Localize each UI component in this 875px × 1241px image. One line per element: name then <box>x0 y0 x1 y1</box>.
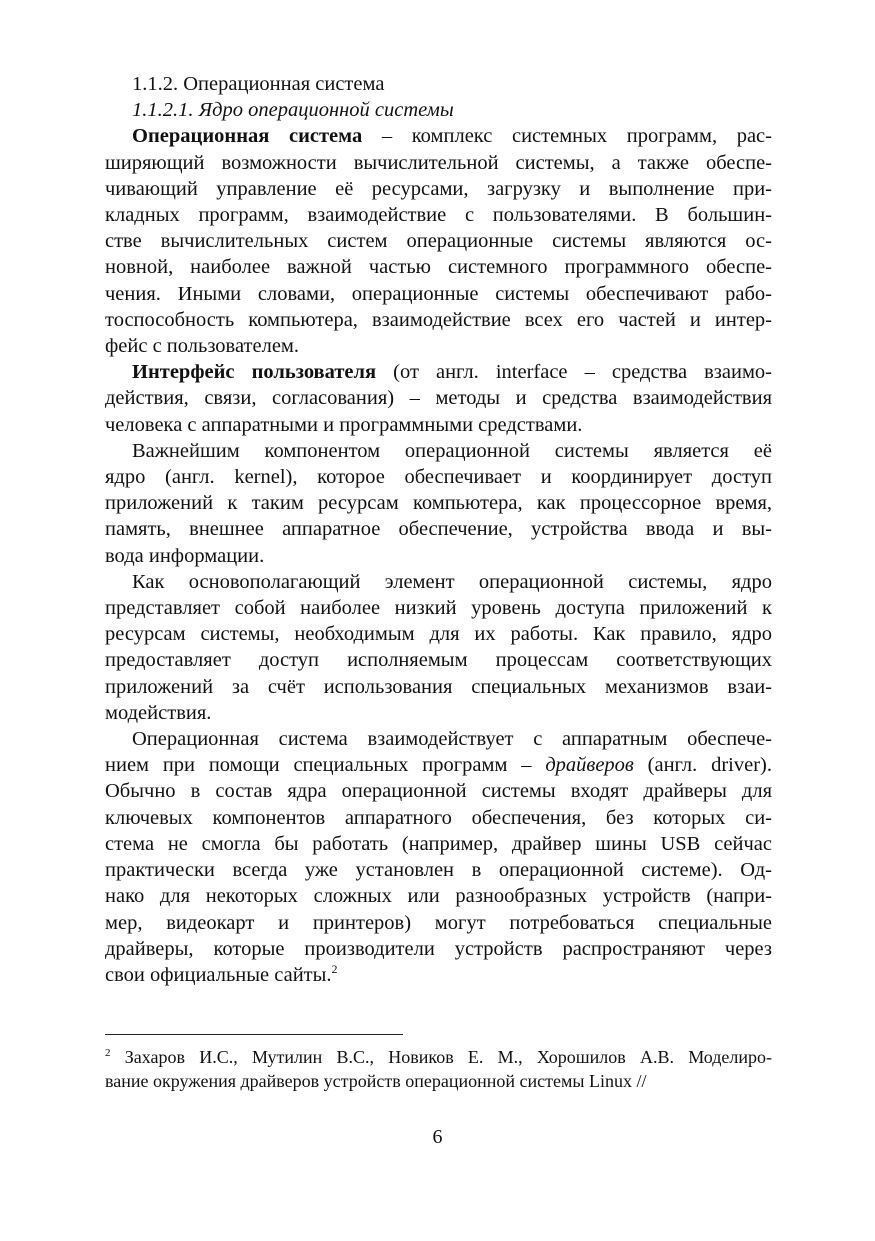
paragraph-line: Операционная система – комплекс системных программ, рас- <box>132 125 772 148</box>
paragraph-line: стве вычислительных систем операционные системы являются ос- <box>105 230 772 253</box>
paragraph-line: чивающий управление её ресурсами, загрузку и выполнение при- <box>105 177 772 200</box>
paragraph-kernel-role <box>105 569 772 726</box>
paragraph-line: нием при помощи специальных программ – драйверов (англ. driver). <box>105 754 772 777</box>
paragraph-line: нако для некоторых сложных или разнообразных устройств (напри- <box>105 885 772 908</box>
paragraph-line: драйверы, которые производители устройств распространяют через <box>105 937 772 960</box>
paragraph-line: свои официальные сайты.$^2$ <box>105 961 338 986</box>
paragraph-user-interface <box>105 359 772 438</box>
paragraph-line: Обычно в состав ядра операционной системы входят драйверы для <box>105 780 772 803</box>
term-operating-system: Операционная система <box>132 125 363 148</box>
footnote-divider <box>105 1034 403 1035</box>
footnote-mark: 2 <box>105 1047 111 1059</box>
paragraph-line: новной, наиболее важной частью системного программного обеспе- <box>105 256 772 279</box>
page-number: 6 <box>432 1126 443 1148</box>
paragraph-line: Как основополагающий элемент операционной системы, ядро <box>132 570 772 593</box>
paragraph-line: практически всегда уже установлен в операционной системе). Од- <box>105 859 772 882</box>
term-user-interface: Интерфейс пользователя <box>132 361 377 384</box>
paragraph-line: память, внешнее аппаратное обеспечение, устройства ввода и вы- <box>105 518 772 541</box>
paragraph-line: мер, видеокарт и принтеров) могут потребоваться специальные <box>105 911 772 934</box>
subsection-heading: 1.1.2.1. Ядро операционной системы <box>132 99 454 122</box>
paragraph-line: ядро (англ. kernel), которое обеспечивает и координирует доступ <box>105 466 772 489</box>
section-heading: 1.1.2. Операционная система <box>132 73 385 95</box>
paragraph-line: чения. Иными словами, операционные системы обеспечивают рабо- <box>105 282 772 305</box>
paragraph-line: вода информации. <box>105 544 265 567</box>
paragraph-line: приложений к таким ресурсам компьютера, как процессорное время, <box>105 492 772 515</box>
term-drivers: драйверов <box>545 754 634 777</box>
paragraph-line: стема не смогла бы работать (например, драйвер шины USB сейчас <box>105 832 772 855</box>
paragraph-line: ширяющий возможности вычислительной системы, а также обеспе- <box>105 151 772 174</box>
footnote <box>105 1045 772 1093</box>
paragraph-line: представляет собой наиболее низкий уровень доступа приложений к <box>105 597 772 620</box>
paragraph-kernel <box>105 438 772 569</box>
paragraph-line: приложений за счёт использования специальных механизмов взаи- <box>105 675 772 698</box>
footnote-line: вание окружения драйверов устройств операционной системы Linux // <box>105 1071 647 1091</box>
paragraph-line: тоспособность компьютера, взаимодействие всех его частей и интер- <box>105 308 772 331</box>
paragraph-line: человека с аппаратными и программными средствами. <box>105 413 583 436</box>
paragraph-os-definition <box>105 123 772 359</box>
paragraph-line: кладных программ, взаимодействие с пользователями. В большин- <box>105 204 772 227</box>
paragraph-line: ресурсам системы, необходимым для их работы. Как правило, ядро <box>105 623 772 646</box>
paragraph-line: Операционная система взаимодействует с аппаратным обеспече- <box>132 728 772 751</box>
paragraph-drivers <box>105 726 772 988</box>
paragraph-line: Важнейшим компонентом операционной системы является её <box>132 439 772 462</box>
main-text <box>105 71 772 988</box>
paragraph-line: модействия. <box>105 701 212 724</box>
paragraph-line: предоставляет доступ исполняемым процессам соответствующих <box>105 649 772 672</box>
footnote-line: $^2$ Захаров И.С., Мутилин В.С., Новиков Е. М., Хорошилов А.В. Моделиро- <box>105 1047 772 1067</box>
paragraph-line: действия, связи, согласования) – методы и средства взаимодействия <box>105 387 772 410</box>
paragraph-line: ключевых компонентов аппаратного обеспечения, без которых си- <box>105 806 772 829</box>
footnote-reference[interactable]: 2 <box>331 961 338 976</box>
paragraph-line: фейс с пользователем. <box>105 335 300 358</box>
paragraph-line: Интерфейс пользователя (от англ. interface – средства взаимо- <box>132 361 772 384</box>
